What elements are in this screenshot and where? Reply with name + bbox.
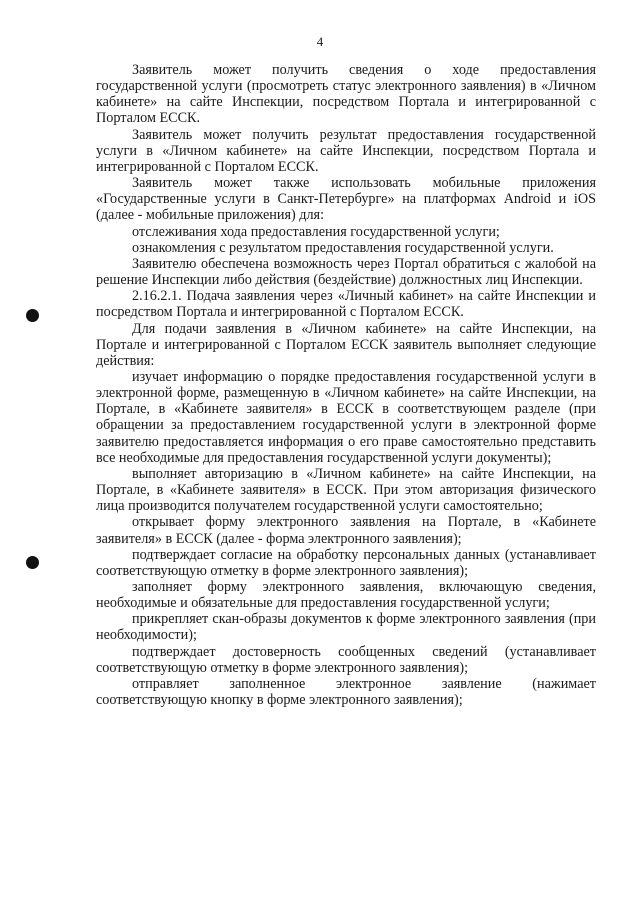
step-attach-scans: прикрепляет скан-образы документов к форме электронного заявления (при необходимости); — [96, 611, 596, 644]
paragraph-mobile-apps: Заявитель может также использовать мобильные приложения «Государственные услуги в Санкт-Петербурге» на платформах Android и iOS (далее - мобильные приложения) для: — [96, 175, 596, 224]
list-item-result: ознакомления с результатом предоставления государственной услуги. — [132, 239, 554, 256]
step-submit: отправляет заполненное электронное заявление (нажимает соответствующую кнопку в форме электронного заявления); — [96, 675, 596, 709]
step-fill-form: заполняет форму электронного заявления, включающую сведения, необходимые и обязательные для предоставления государственной услуги; — [96, 579, 596, 612]
paragraph-complaint: Заявителю обеспечена возможность через Портал обратиться с жалобой на решение Инспекции либо действия (бездействие) должностных лиц Инспекции. — [96, 255, 596, 289]
step-confirm-accuracy: подтверждает достоверность сообщенных сведений (устанавливает соответствующую отметку в форме электронного заявления); — [96, 643, 596, 676]
step-open-form: открывает форму электронного заявления на Портале, в «Кабинете заявителя» в ЕССК (далее - форма электронного заявления); — [96, 514, 596, 547]
step-consent: подтверждает согласие на обработку персональных данных (устанавливает соответствующую отметку в форме электронного заявления); — [96, 546, 596, 579]
list-item-tracking: отслеживания хода предоставления государственной услуги; — [132, 223, 500, 240]
document-body — [96, 62, 596, 708]
punch-hole-lower — [26, 556, 39, 569]
page-number: 4 — [316, 34, 324, 49]
punch-hole-upper — [26, 309, 39, 322]
step-study-info: изучает информацию о порядке предоставления государственной услуги в электронной форме, размещенную в «Личном кабинете» на сайте Инспекции, на Портале, в «Кабинете заявителя» в ЕССК в соответствующем разделе (при обращении за предоставлением государственной услуги в электронной форме заявителю предоставляется информация о его праве самостоятельно представить все необходимые для предоставления государственной услуги документы); — [96, 368, 596, 466]
section-heading-2-16-2-1: 2.16.2.1. Подача заявления через «Личный кабинет» на сайте Инспекции и посредством Портала и интегрированной с Порталом ЕССК. — [96, 288, 596, 321]
paragraph-steps-intro: Для подачи заявления в «Личном кабинете» на сайте Инспекции, на Портале и интегрированной с Порталом ЕССК заявитель выполняет следующие действия: — [96, 320, 596, 369]
paragraph-result-receipt: Заявитель может получить результат предоставления государственной услуги в «Личном кабинете» на сайте Инспекции, посредством Портала и интегрированной с Порталом ЕССК. — [96, 126, 596, 175]
step-authorization: выполняет авторизацию в «Личном кабинете» на сайте Инспекции, на Портале, в «Кабинете заявителя» в ЕССК. При этом авторизация физического лица производится получателем государственной услуги самостоятельно; — [96, 465, 596, 515]
paragraph-status-tracking: Заявитель может получить сведения о ходе предоставления государственной услуги (просмотреть статус электронного заявления) в «Личном кабинете» на сайте Инспекции, посредством Портала и интегрированной с Порталом ЕССК. — [96, 62, 596, 127]
